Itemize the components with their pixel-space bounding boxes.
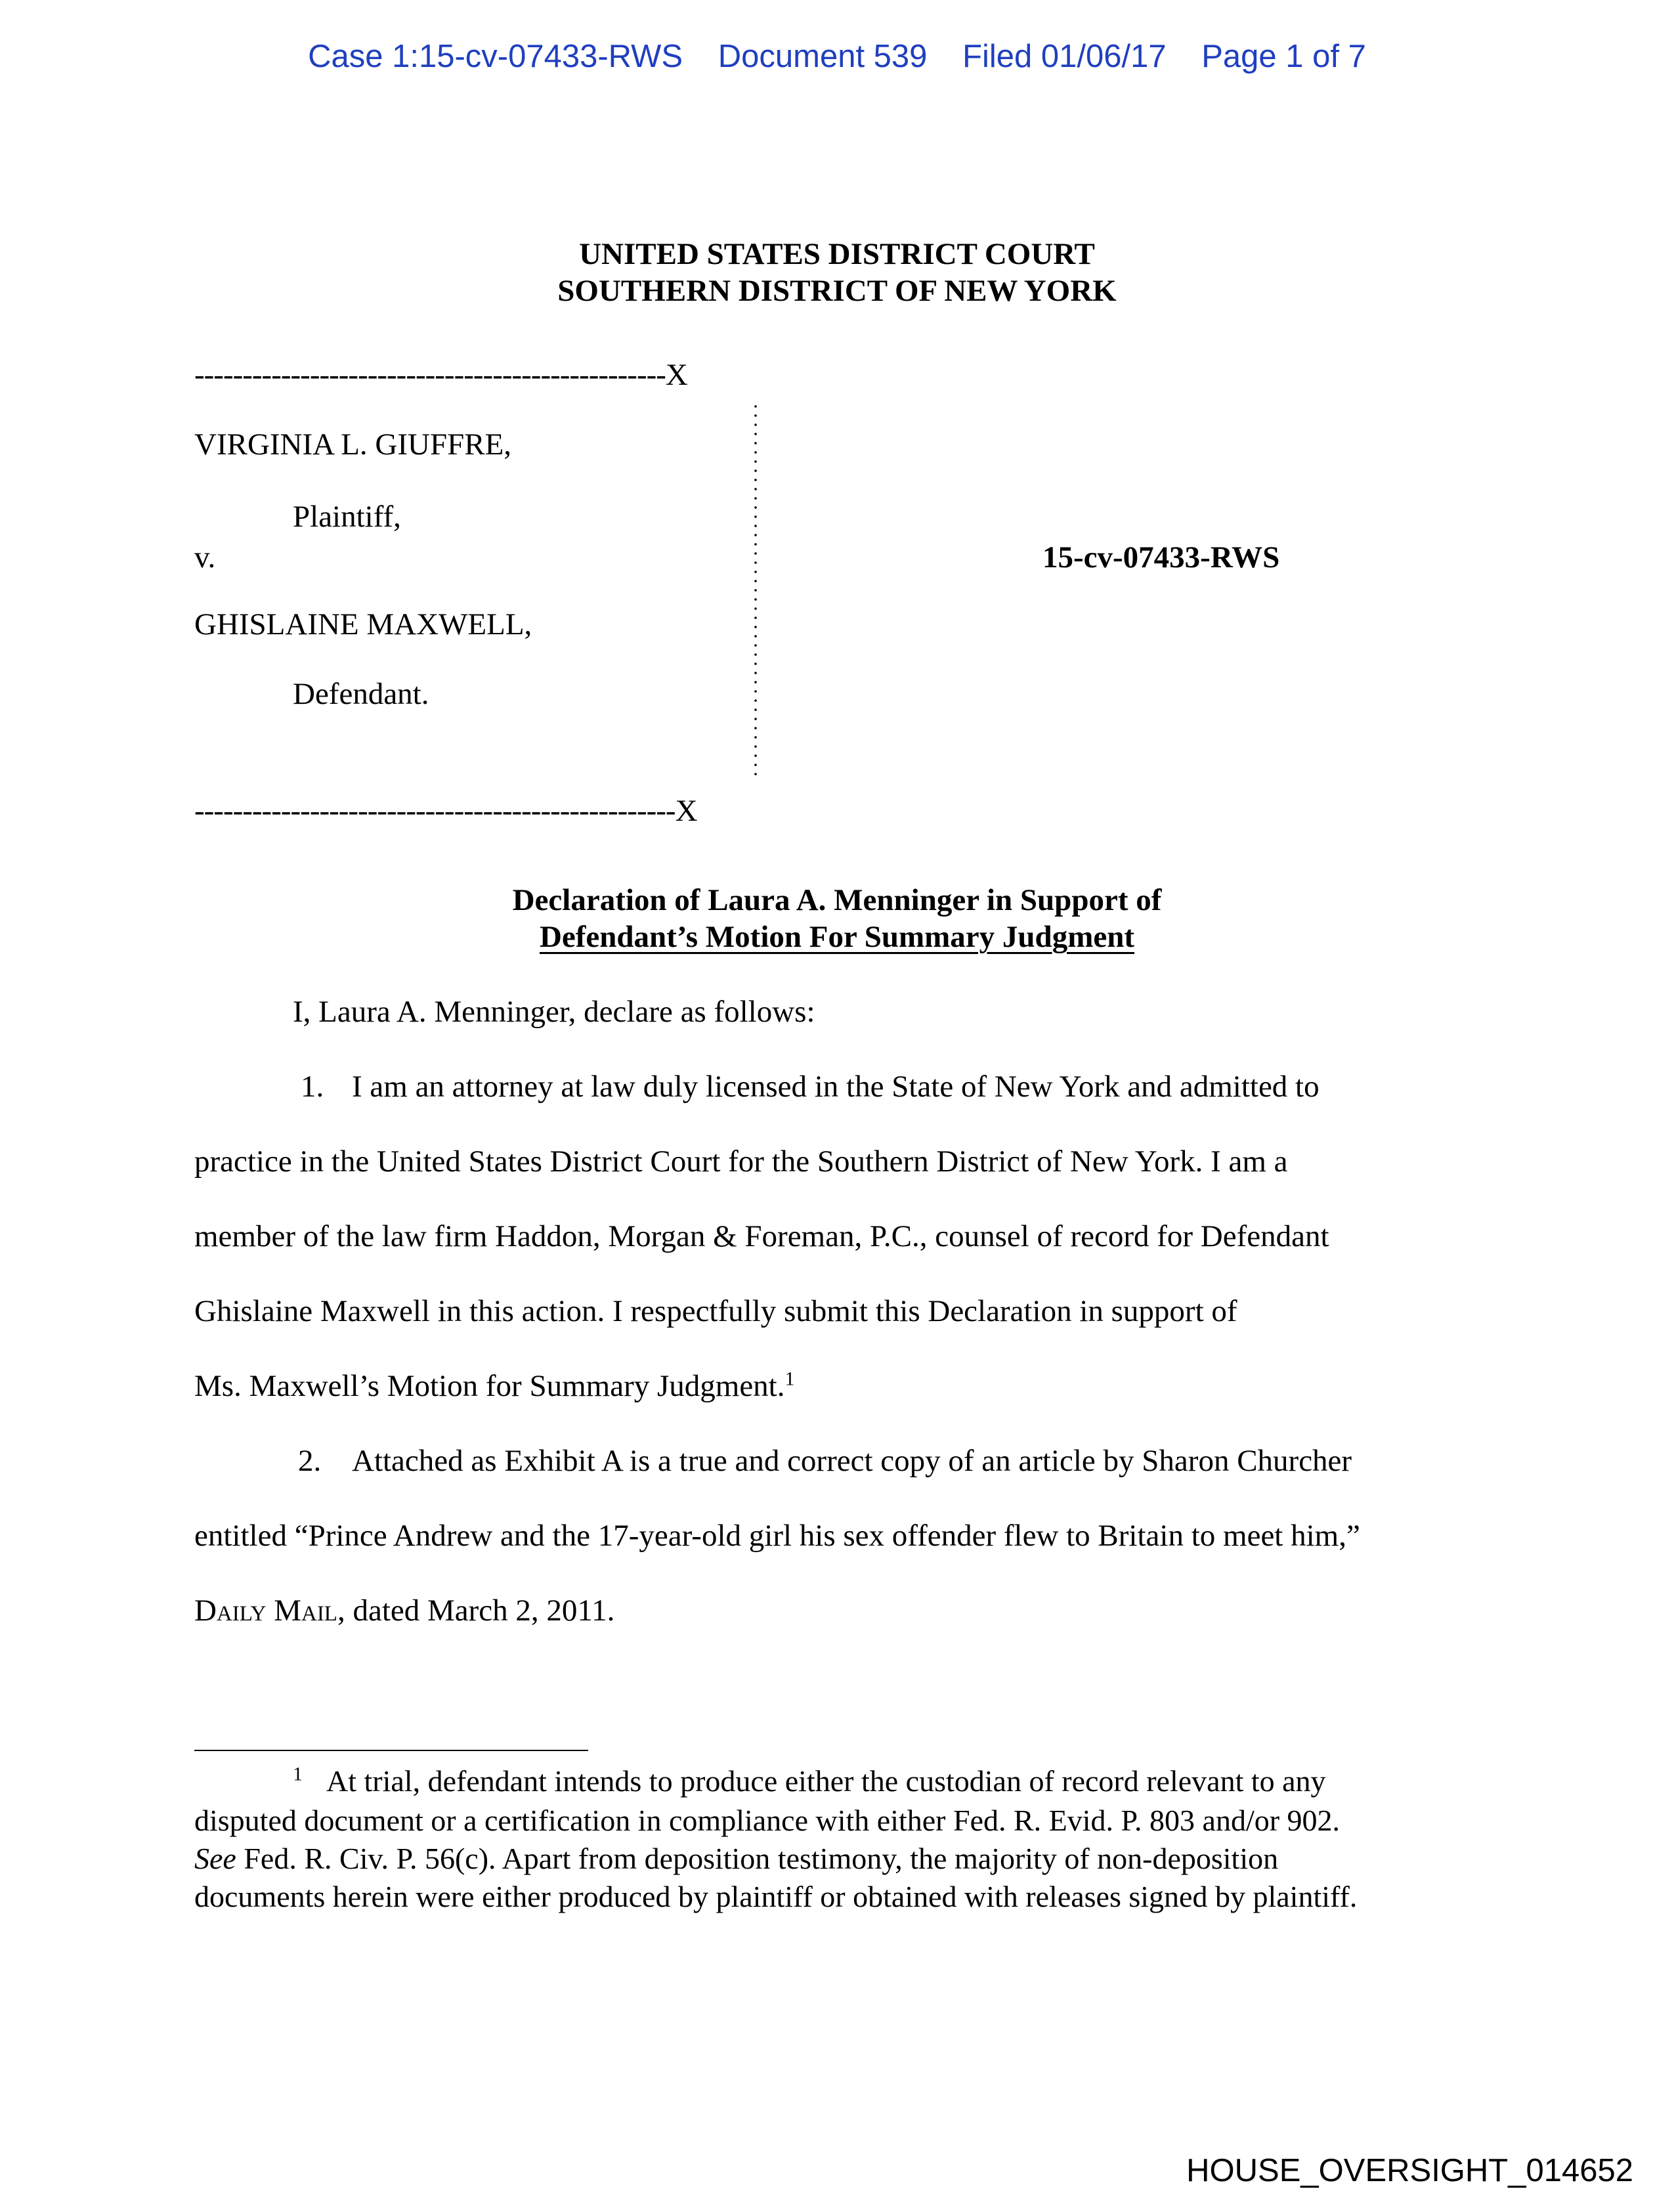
paragraph-2-line1: Attached as Exhibit A is a true and correct copy of an article by Sharon Churcher [352,1444,1352,1478]
footnote-line3-rest: Fed. R. Civ. P. 56(c). Apart from deposition testimony, the majority of non-deposition [236,1842,1279,1875]
paragraph-1-line5-text: Ms. Maxwell’s Motion for Summary Judgment. [194,1369,785,1403]
paragraph-2-line2: entitled “Prince Andrew and the 17-year-old girl his sex offender flew to Britain to meet him,” [194,1519,1360,1553]
paragraph-1-line1: I am an attorney at law duly licensed in the State of New York and admitted to [352,1070,1320,1104]
ecf-header [0,38,1674,75]
filed-date-header: Filed 01/06/17 [962,39,1167,74]
publication-name: Daily Mail [194,1594,337,1628]
footnote-line4: documents herein were either produced by plaintiff or obtained with releases signed by plaintiff. [194,1880,1358,1913]
footnote-line2: disputed document or a certification in compliance with either Fed. R. Evid. P. 803 and/or 902. [194,1804,1341,1837]
paragraph-2-number: 2. [298,1444,322,1478]
declaration-title-line2: Defendant’s Motion For Summary Judgment [539,920,1135,954]
versus: v. [194,540,216,575]
footnote-reference: 1 [784,1368,795,1390]
plaintiff-role: Plaintiff, [293,500,401,534]
footnote-line1-text: At trial, defendant intends to produce either the custodian of record relevant to any [326,1764,1326,1798]
footnote-line1 [293,1764,1326,1798]
paragraph-1-line2: practice in the United States District Court for the Southern District of New York. I am a [194,1144,1288,1179]
document-number-header: Document 539 [718,39,928,74]
footnote-separator [194,1750,588,1751]
paragraph-2-line3 [194,1593,614,1628]
court-name-line2: SOUTHERN DISTRICT OF NEW YORK [557,274,1117,308]
caption-vertical-divider [754,402,758,779]
declaration-title-line1: Declaration of Laura A. Menninger in Support of [512,883,1162,917]
case-number-header: Case 1:15-cv-07433-RWS [308,39,683,74]
caption-top-rule: -------------------------------------------------X [194,358,687,392]
defendant-name: GHISLAINE MAXWELL, [194,607,532,641]
paragraph-1-line5 [194,1368,795,1404]
case-number: 15-cv-07433-RWS [1042,540,1280,575]
intro-line: I, Laura A. Menninger, declare as follows: [293,995,815,1029]
paragraph-1-number: 1. [301,1070,324,1104]
plaintiff-name: VIRGINIA L. GIUFFRE, [194,427,512,462]
paragraph-1-line3: member of the law firm Haddon, Morgan & Foreman, P.C., counsel of record for Defendant [194,1219,1329,1253]
footnote-marker: 1 [293,1763,303,1785]
defendant-role: Defendant. [293,677,429,711]
paragraph-1-line4: Ghislaine Maxwell in this action. I respectfully submit this Declaration in support of [194,1294,1237,1328]
bates-number: HOUSE_OVERSIGHT_014652 [1186,2153,1633,2188]
page-count-header: Page 1 of 7 [1201,39,1366,74]
footnote-see-signal: See [194,1842,236,1875]
court-name-line1: UNITED STATES DISTRICT COURT [579,237,1095,271]
footnote-line3 [194,1841,1278,1876]
caption-bottom-rule: --------------------------------------------------X [194,794,697,828]
paragraph-2-line3-rest: , dated March 2, 2011. [337,1594,615,1628]
